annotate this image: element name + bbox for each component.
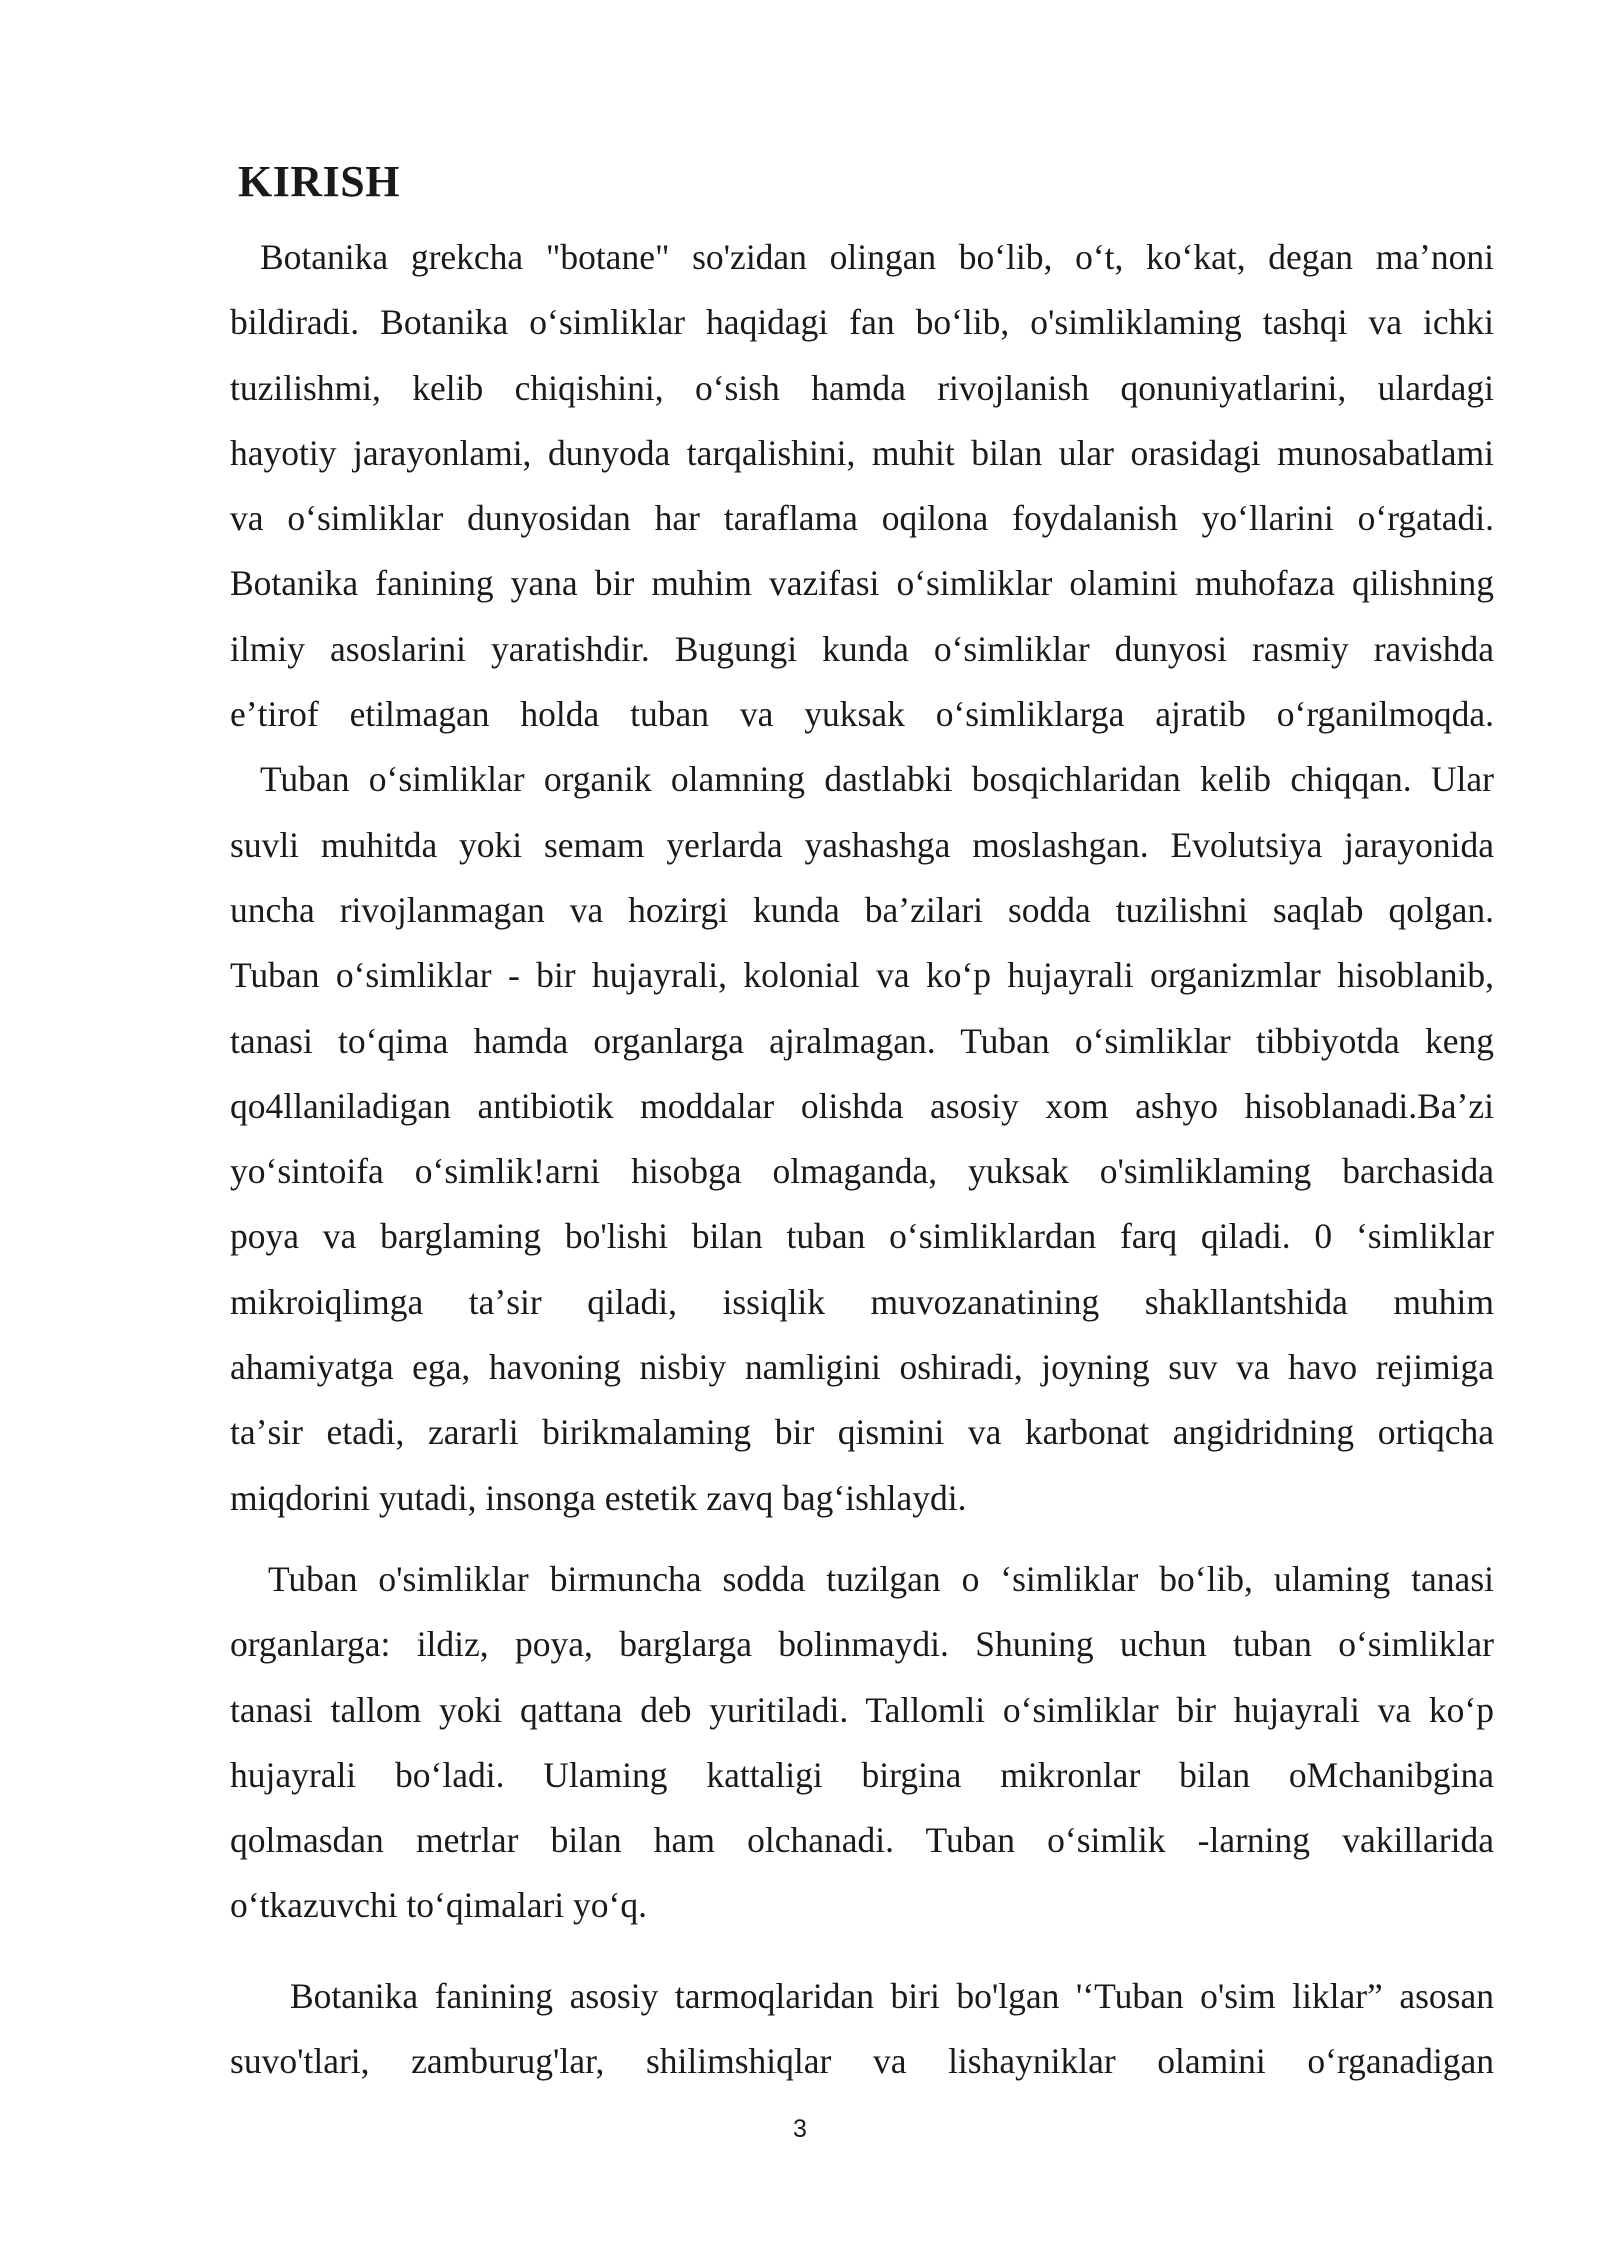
text-line: qo4llaniladigan antibiotik moddalar olishda asosiy xom ashyo hisoblanadi.Baʼzi: [230, 1085, 1494, 1126]
text-line: hayotiy jarayonlami, dunyoda tarqalishini, muhit bilan ular orasidagi munosabatlami: [230, 432, 1494, 473]
text-line: suvli muhitda yoki semam yerlarda yashashga moslashgan. Evolutsiya jarayonida: [230, 824, 1494, 865]
text-line: poya va barglaming bo'lishi bilan tuban oʻsimliklardan farq qiladi. 0 ʻsimliklar: [230, 1216, 1494, 1257]
text-line: va oʻsimliklar dunyosidan har taraflama oqilona foydalanish yoʻllarini oʻrgatadi.: [230, 498, 1494, 539]
text-line: ahamiyatga ega, havoning nisbiy namligini oshiradi, joyning suv va havo rejimiga: [230, 1347, 1494, 1388]
text-line: yoʻsintoifa oʻsimlik!arni hisobga olmaganda, yuksak o'simliklaming barchasida: [230, 1151, 1494, 1192]
paragraph-intro: [230, 225, 1494, 1531]
text-line: oʻtkazuvchi toʻqimalari yoʻq.: [230, 1885, 647, 1926]
text-line: uncha rivojlanmagan va hozirgi kunda baʼzilari sodda tuzilishni saqlab qolgan.: [230, 889, 1494, 930]
text-line: bildiradi. Botanika oʻsimliklar haqidagi fan boʻlib, o'simliklaming tashqi va ichki: [230, 302, 1494, 343]
paragraph-tuban-structure: [230, 1547, 1494, 1939]
text-line: Botanika fanining yana bir muhim vazifasi oʻsimliklar olamini muhofaza qilishning: [230, 563, 1494, 604]
text-line: tanasi toʻqima hamda organlarga ajralmagan. Tuban oʻsimliklar tibbiyotda keng: [230, 1020, 1494, 1061]
text-line: taʼsir etadi, zararli birikmalaming bir qismini va karbonat angidridning ortiqcha: [230, 1412, 1494, 1453]
text-line: organlarga: ildiz, poya, barglarga bolinmaydi. Shuning uchun tuban oʻsimliklar: [230, 1624, 1494, 1665]
text-line: Tuban oʻsimliklar - bir hujayrali, kolonial va koʻp hujayrali organizmlar hisoblanib,: [230, 955, 1494, 996]
page-number: 3: [793, 2115, 807, 2143]
paragraph-botanika-branches: [230, 1964, 1494, 2095]
section-heading: KIRISH: [238, 157, 400, 206]
text-line: tuzilishmi, kelib chiqishini, oʻsish hamda rivojlanish qonuniyatlarini, ulardagi: [230, 367, 1494, 408]
text-line: miqdorini yutadi, insonga estetik zavq bagʻishlaydi.: [230, 1477, 967, 1518]
text-line: eʼtirof etilmagan holda tuban va yuksak oʻsimliklarga ajratib oʻrganilmoqda.: [230, 694, 1494, 735]
text-line: Tuban o'simliklar birmuncha sodda tuzilgan o ʻsimliklar boʻlib, ulaming tanasi: [268, 1559, 1494, 1599]
text-line: ilmiy asoslarini yaratishdir. Bugungi kunda oʻsimliklar dunyosi rasmiy ravishda: [230, 628, 1494, 669]
text-line: Tuban oʻsimliklar organik olamning dastlabki bosqichlaridan kelib chiqqan. Ular: [260, 759, 1494, 800]
text-line: mikroiqlimga taʼsir qiladi, issiqlik muvozanatining shakllantshida muhim: [230, 1281, 1494, 1322]
text-line: Botanika grekcha "botane" so'zidan olingan boʻlib, oʻt, koʻkat, degan maʼnoni: [260, 237, 1494, 277]
text-line: tanasi tallom yoki qattana deb yuritiladi. Tallomli oʻsimliklar bir hujayrali va koʻp: [230, 1689, 1494, 1730]
text-line: suvo'tlari, zamburug'lar, shilimshiqlar va lishayniklar olamini oʻrganadigan: [230, 2041, 1494, 2082]
text-line: Botanika fanining asosiy tarmoqlaridan biri bo'lgan 'ʻTuban o'sim liklar” asosan: [290, 1976, 1494, 2016]
text-line: hujayrali boʻladi. Ulaming kattaligi birgina mikronlar bilan oMchanibgina: [230, 1754, 1494, 1795]
text-line: qolmasdan metrlar bilan ham olchanadi. Tuban oʻsimlik -larning vakillarida: [230, 1820, 1494, 1861]
